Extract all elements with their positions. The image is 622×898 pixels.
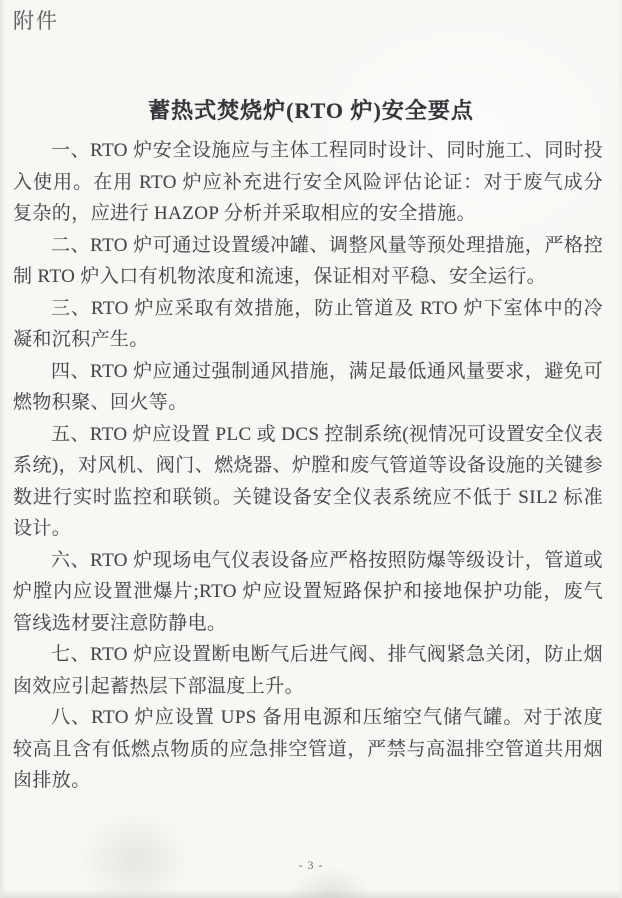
safety-point-1: 一、RTO 炉安全设施应与主体工程同时设计、同时施工、同时投入使用。在用 RTO 炉应补充进行安全风险评估论证：对于废气成分复杂的，应进行 HAZOP 分析并采取相应的安全措施。: [13, 140, 603, 224]
safety-point-4: 四、RTO 炉应通过强制通风措施，满足最低通风量要求，避免可燃物积聚、回火等。: [13, 360, 603, 413]
safety-point-7: 七、RTO 炉应设置断电断气后进气阀、排气阀紧急关闭，防止烟囱效应引起蓄热层下部温度上升。: [13, 644, 603, 697]
attachment-label: 附件: [13, 9, 59, 33]
safety-point-5: 五、RTO 炉应设置 PLC 或 DCS 控制系统(视情况可设置安全仪表系统)，对风机、阀门、燃烧器、炉膛和废气管道等设备设施的关键参数进行实时监控和联锁。关键设备安全仪表系统应不低于 SIL2 标准设计。: [13, 423, 603, 539]
document-body: [13, 135, 603, 797]
safety-point-6: 六、RTO 炉现场电气仪表设备应严格按照防爆等级设计，管道或炉膛内应设置泄爆片;RTO 炉应设置短路保护和接地保护功能，废气管线选材要注意防静电。: [13, 549, 603, 634]
safety-point-3: 三、RTO 炉应采取有效措施，防止管道及 RTO 炉下室体中的冷凝和沉积产生。: [13, 297, 603, 350]
page-number: - 3 -: [298, 858, 324, 872]
safety-point-2: 二、RTO 炉可通过设置缓冲罐、调整风量等预处理措施，严格控制 RTO 炉入口有机物浓度和流速，保证相对平稳、安全运行。: [13, 234, 603, 287]
safety-point-8: 八、RTO 炉应设置 UPS 备用电源和压缩空气储气罐。对于浓度较高且含有低燃点物质的应急排空管道，严禁与高温排空管道共用烟囱排放。: [13, 707, 603, 791]
document-title: 蓄热式焚烧炉(RTO 炉)安全要点: [148, 98, 474, 123]
